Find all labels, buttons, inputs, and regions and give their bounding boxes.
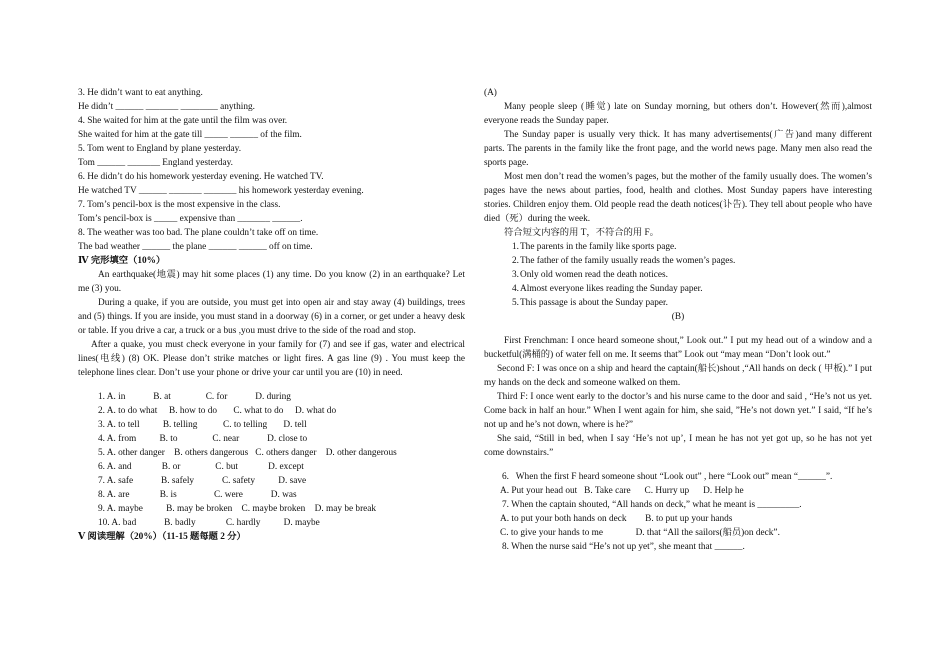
tf-item: 5. This passage is about the Sunday paper.: [512, 298, 668, 308]
passage-a-paragraph: Most men don’t read the women’s pages, but the mother of the family usually does. The women’s pages have the news about parties, food, health and clothes. Most Sunday papers have interesting stories. Children enjoy them. Old people read the death notices(讣告). They tell about people who have died（死）during the week.: [484, 172, 872, 224]
passage-a-paragraph: The Sunday paper is usually very thick. It has many advertisements(广告)and many different parts. The parents in the family like the front page, and the world news page. Many men also read the sports page.: [484, 130, 872, 168]
cloze-option: 2. A. to do what B. how to do C. what to do D. what do: [98, 406, 337, 416]
tf-item: 1. The parents in the family like sports page.: [512, 242, 677, 252]
cloze-paragraph: An earthquake(地震) may hit some places (1) any time. Do you know (2) in an earthquake? Let me (3) you.: [78, 270, 465, 294]
passage-b-paragraph: Second F: I was once on a ship and heard the captain(船长)shout ,“All hands on deck ( 甲板).” I put my hands on the deck and someone walked on them.: [484, 364, 872, 388]
passage-label-a: (A): [484, 88, 497, 98]
cloze-option: 10. A. bad B. badly C. hardly D. maybe: [98, 518, 320, 528]
cloze-option: 3. A. to tell B. telling C. to telling D. tell: [98, 420, 307, 430]
section-heading-reading: Ⅴ 阅读理解（20%）（11-15 题每题 2 分）: [78, 532, 246, 542]
left-column: [78, 86, 465, 544]
question-line: C. to give your hands to me D. that “All the sailors(船员)on deck”.: [500, 528, 780, 538]
exercise-line: 7. Tom’s pencil-box is the most expensive in the class.: [78, 200, 281, 210]
question-line: A. to put your both hands on deck B. to put up your hands: [500, 514, 733, 524]
exercise-line: 6. He didn’t do his homework yesterday evening. He watched TV.: [78, 172, 324, 182]
right-column: [484, 86, 872, 554]
question-line: 8. When the nurse said “He’s not up yet”, she meant that ______.: [502, 542, 745, 552]
exercise-line: Tom ______ _______ England yesterday.: [78, 158, 233, 168]
exercise-line: Tom’s pencil-box is _____ expensive than _______ ______.: [78, 214, 303, 224]
cloze-paragraph: After a quake, you must check everyone in your family for (7) and see if gas, water and electrical lines(电线) (8) OK. Please don’t strike matches or light fires. A gas line (9) . You must keep the telephone lines clear. Don’t use your phone or drive your car until you are (10) in need.: [78, 340, 465, 378]
exercise-line: 4. She waited for him at the gate until the film was over.: [78, 116, 288, 126]
exercise-line: The bad weather ______ the plane ______ ______ off on time.: [78, 242, 313, 252]
passage-a-paragraph: Many people sleep (睡觉) late on Sunday morning, but others don’t. However(然而),almost everyone reads the Sunday paper.: [484, 102, 872, 126]
question-line: 7. When the captain shouted, “All hands on deck,” what he meant is _________.: [502, 500, 802, 510]
tf-instruction: 符合短文内容的用 T，不符合的用 F。: [504, 228, 659, 238]
cloze-option: 1. A. in B. at C. for D. during: [98, 392, 291, 402]
cloze-paragraph: During a quake, if you are outside, you must get into open air and stay away (4) buildings, trees and (5) things. If you are inside, you must stand in a doorway (6) in a corner, or get under a heavy desk or table. If you drive a car, a truck or a bus ,you must drive to the side of the road and stop.: [78, 298, 465, 336]
section-heading-cloze: Ⅳ 完形填空（10%）: [78, 256, 166, 266]
cloze-option: 5. A. other danger B. others dangerous C. others danger D. other dangerous: [98, 448, 397, 458]
tf-item: 3. Only old women read the death notices.: [512, 270, 668, 280]
passage-b-paragraph: Third F: I once went early to the doctor’s and his nurse came to the door and said , “He’s not us yet. Come back in half an hour.” When I went again for him, she said, ”He’s not down yet.” I said, “If he’s not up and he’s not down, where is he?”: [484, 392, 872, 430]
tf-item: 2. The father of the family usually reads the women’s pages.: [512, 256, 736, 266]
cloze-option: 8. A. are B. is C. were D. was: [98, 490, 297, 500]
exercise-line: 5. Tom went to England by plane yesterday.: [78, 144, 242, 154]
cloze-option: 4. A. from B. to C. near D. close to: [98, 434, 308, 444]
exercise-line: 3. He didn’t want to eat anything.: [78, 88, 203, 98]
cloze-option: 7. A. safe B. safely C. safety D. save: [98, 476, 307, 486]
exercise-line: He watched TV ______ _______ _______ his homework yesterday evening.: [78, 186, 364, 196]
tf-item: 4. Almost everyone likes reading the Sunday paper.: [512, 284, 703, 294]
passage-label-b: (B): [671, 312, 685, 322]
passage-b-paragraph: She said, “Still in bed, when I say ‘He’s not up’, I mean he has not yet got up, so he has not yet come downstairs.”: [484, 434, 872, 458]
exercise-line: She waited for him at the gate till _____ ______ of the film.: [78, 130, 302, 140]
question-line: A. Put your head out B. Take care C. Hurry up D. Help he: [500, 486, 744, 496]
cloze-option: 9. A. maybe B. may be broken C. maybe broken D. may be break: [98, 504, 377, 514]
question-line: 6. When the first F heard someone shout “Look out” , here “Look out” mean “______”.: [502, 472, 833, 482]
exercise-line: He didn’t ______ _______ ________ anything.: [78, 102, 255, 112]
passage-b-paragraph: First Frenchman: I once heard someone shout,” Look out.” I put my head out of a window and a bucketful(满桶的) of water fell on me. It seems that” Look out “may mean “Don’t look out.”: [484, 336, 872, 360]
exercise-line: 8. The weather was too bad. The plane couldn’t take off on time.: [78, 228, 319, 238]
cloze-option: 6. A. and B. or C. but D. except: [98, 462, 304, 472]
